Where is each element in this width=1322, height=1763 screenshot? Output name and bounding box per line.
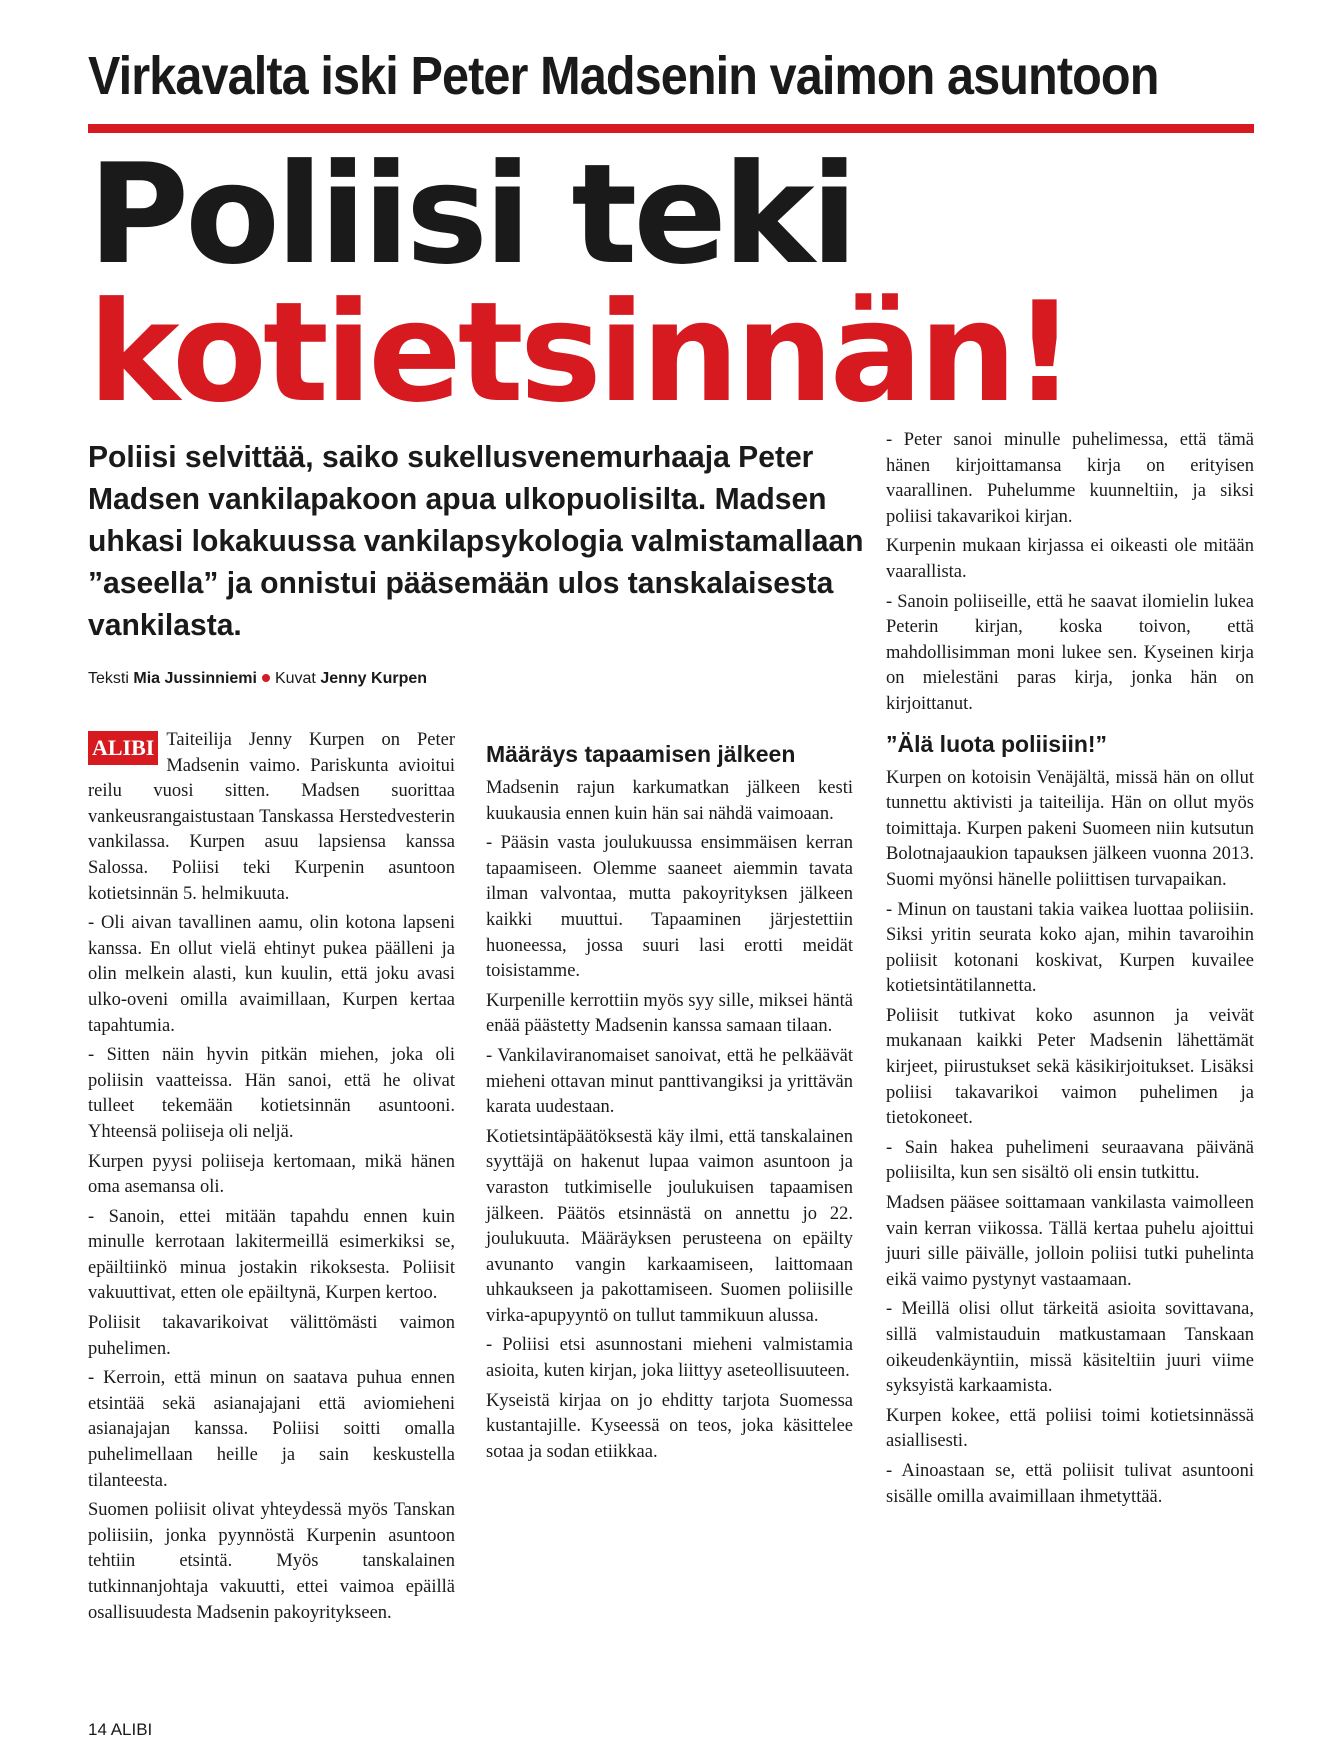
article-paragraph: Kurpenille kerrottiin myös syy sille, miksei häntä enää päästetty Madsenin kanssa samaan tilaan. xyxy=(486,990,853,1037)
headline-line1: Poliisi teki xyxy=(88,134,854,295)
article-column-1 xyxy=(88,728,455,1630)
article-paragraph: Madsenin rajun karkumatkan jälkeen kesti kuukausia ennen kuin hän sai nähdä vaimoaan. xyxy=(486,778,853,824)
article-paragraph: - Poliisi etsi asunnostani mieheni valmistamia asioita, kuten kirjan, joka liittyy aseteollisuuteen. xyxy=(486,1335,853,1382)
headline-line2: kotietsinnän! xyxy=(88,272,1072,433)
byline xyxy=(88,670,427,688)
article-paragraph: Poliisit tutkivat koko asunnon ja veivät mukanaan kaikki Peter Madsenin lähettämät kirjeet, piirustukset sekä käsikirjoitukset. Lisäksi poliisi takavarikoi vaimon puhelimen ja tietokoneet. xyxy=(886,1005,1254,1129)
article-paragraph: - Sain hakea puhelimeni seuraavana päivänä poliisilta, kun sen sisältö oli ensin tutkittu. xyxy=(886,1137,1254,1184)
article-paragraph: - Meillä olisi ollut tärkeitä asioita sovittavana, sillä valmistauduin matkustamaan Tanskaan oikeudenkäyntiin, missä käsiteltiin juuri viime syksyistä karkaamista. xyxy=(886,1299,1254,1397)
article-paragraph: Poliisit takavarikoivat välittömästi vaimon puhelimen. xyxy=(88,1313,455,1359)
article-column-2 xyxy=(486,728,853,1469)
paragraph-text: Taiteilija Jenny Kurpen on Peter Madsenin vaimo. Pariskunta avioitui reilu vuosi sitten. Madsen suorittaa vankeusrangaistustaan Tanskassa Herstedvesterin vankilassa. Kurpen asuu lapsiensa kanssa Salossa. Poliisi teki Kurpenin asuntoon kotietsinnän 5. helmikuuta. xyxy=(88,730,455,904)
article-paragraph: - Oli aivan tavallinen aamu, olin kotona lapseni kanssa. En ollut vielä ehtinyt pukea päälleni ja olin melkein alasti, kun kuulin, että joku avasi ulko-oveni omilla avaimillaan, Kurpen kertaa tapahtumia. xyxy=(88,913,455,1036)
article-paragraph: Kurpen kokee, että poliisi toimi kotietsinnässä asiallisesti. xyxy=(886,1405,1254,1452)
lead-paragraph: Poliisi selvittää, saiko sukellusvenemurhaaja Peter Madsen vankilapakoon apua ulkopuolisilta. Madsen uhkasi lokakuussa vankilapsykologia valmistamallaan ”aseella” ja onnistui pääsemään ulos tanskalaisesta vankilasta. xyxy=(88,439,864,642)
bullet-dot-icon xyxy=(262,674,270,682)
article-paragraph: - Pääsin vasta joulukuussa ensimmäisen kerran tapaamiseen. Olemme saaneet aiemmin tavata ilman valvontaa, mutta pakoyrityksen jälkeen kaikki muuttui. Tapaaminen järjestettiin huoneessa, jossa suuri lasi erotti meidät toisistamme. xyxy=(486,833,853,982)
byline-photo-label: Kuvat xyxy=(274,670,316,687)
red-rule xyxy=(88,124,1254,133)
article-paragraph: Suomen poliisit olivat yhteydessä myös Tanskan poliisiin, jonka pyynnöstä Kurpenin asuntoon tehtiin etsintä. Myös tanskalainen tutkinnanjohtaja vakuutti, ettei vaimoa epäillä osallisuudesta Madsenin pakoyritykseen. xyxy=(88,1500,455,1623)
article-paragraph: Kurpenin mukaan kirjassa ei oikeasti ole mitään vaarallista. xyxy=(886,536,1254,582)
subheading: ”Älä luota poliisiin!” xyxy=(886,730,1108,757)
article-paragraph: - Sanoin, ettei mitään tapahdu ennen kuin minulle kerrotaan lakitermeillä esimerkiksi se, epäiltiinkö minua jostakin rikoksesta. Poliisit vakuuttivat, etten ole epäiltynä, Kurpen kertoo. xyxy=(88,1206,455,1304)
subheading: Määräys tapaamisen jälkeen xyxy=(486,741,796,767)
article-column-3 xyxy=(886,428,1254,1514)
article-paragraph: Kurpen pyysi poliiseja kertomaan, mikä hänen oma asemansa oli. xyxy=(88,1151,455,1198)
kicker-headline: Virkavalta iski Peter Madsenin vaimon asuntoon xyxy=(88,46,1159,106)
page-folio: 14 ALIBI xyxy=(88,1720,153,1739)
article-paragraph: Madsen pääsee soittamaan vankilasta vaimolleen vain kerran viikossa. Tällä kertaa puhelu ajoittui juuri sille päivälle, jolloin poliisi tutki puhelinta eikä vaimo pystynyt vastaamaan. xyxy=(886,1193,1254,1290)
article-paragraph: - Sitten näin hyvin pitkän miehen, joka oli poliisin vaatteissa. Hän sanoi, että he olivat tulleet tekemään kotietsinnän asuntooni. Yhteensä poliiseja oli neljä. xyxy=(88,1045,455,1142)
byline-photo-author: Jenny Kurpen xyxy=(320,670,428,687)
article-paragraph: Kurpen on kotoisin Venäjältä, missä hän on ollut tunnettu aktivisti ja taiteilija. Hän on ollut myös toimittaja. Kurpen pakeni Suomeen niin kutsutun Bolotnajaaukion tapauksen jälkeen vuonna 2013. Suomi myönsi hänelle poliittisen turvapaikan. xyxy=(886,767,1254,890)
article-paragraph: - Sanoin poliiseille, että he saavat ilomielin lukea Peterin kirjan, koska toivon, että mahdollisimman moni lukee sen. Kyseinen kirja on mielestäni paras kirja, jonka hän on kirjoittanut. xyxy=(886,591,1254,714)
byline-text-author: Mia Jussinniemi xyxy=(133,670,257,687)
article-paragraph xyxy=(88,728,455,907)
article-paragraph: Kyseistä kirjaa on jo ehditty tarjota Suomessa kustantajille. Kyseessä on teos, joka käsittelee sotaa ja sodan etiikkaa. xyxy=(486,1390,853,1462)
article-paragraph: - Vankilaviranomaiset sanoivat, että he pelkäävät mieheni ottavan minut panttivangiksi ja yrittävän karata uudestaan. xyxy=(486,1045,853,1118)
article-paragraph: Kotietsintäpäätöksestä käy ilmi, että tanskalainen syyttäjä on hakenut lupaa vaimon asuntoon ja varaston tutkimiselle joulukuisen tapaamisen jälkeen. Päätös etsinnästä on annettu jo 22. joulukuuta. Määräyksen perusteena on epäilty avunanto vangin karkaamiseen, laittomaan uhkaukseen ja pakottamiseen. Suomen poliisille virka-apupyyntö on tullut tammikuun alussa. xyxy=(486,1126,853,1326)
article-paragraph: - Kerroin, että minun on saatava puhua ennen etsintää sekä asianajajani että aviomieheni asianajajan kanssa. Poliisi soitti omalla puhelimellaan heille ja sain keskustella tilanteesta. xyxy=(88,1368,455,1491)
article-paragraph: - Peter sanoi minulle puhelimessa, että tämä hänen kirjoittamansa kirja on erityisen vaarallinen. Puhelumme kuunneltiin, ja siksi poliisi takavarikoi kirjan. xyxy=(886,430,1254,527)
article-paragraph: - Minun on taustani takia vaikea luottaa poliisiin. Siksi yritin seurata koko ajan, mihin tavaroihin poliisit kotonani koskivat, Kurpen kuvailee kotietsintätilannetta. xyxy=(886,899,1254,997)
article-paragraph: - Ainoastaan se, että poliisit tulivat asuntooni sisälle omilla avaimillaan ihmetyttää. xyxy=(886,1460,1254,1507)
alibi-logo: ALIBI xyxy=(88,731,158,765)
byline-text-label: Teksti xyxy=(88,670,129,687)
